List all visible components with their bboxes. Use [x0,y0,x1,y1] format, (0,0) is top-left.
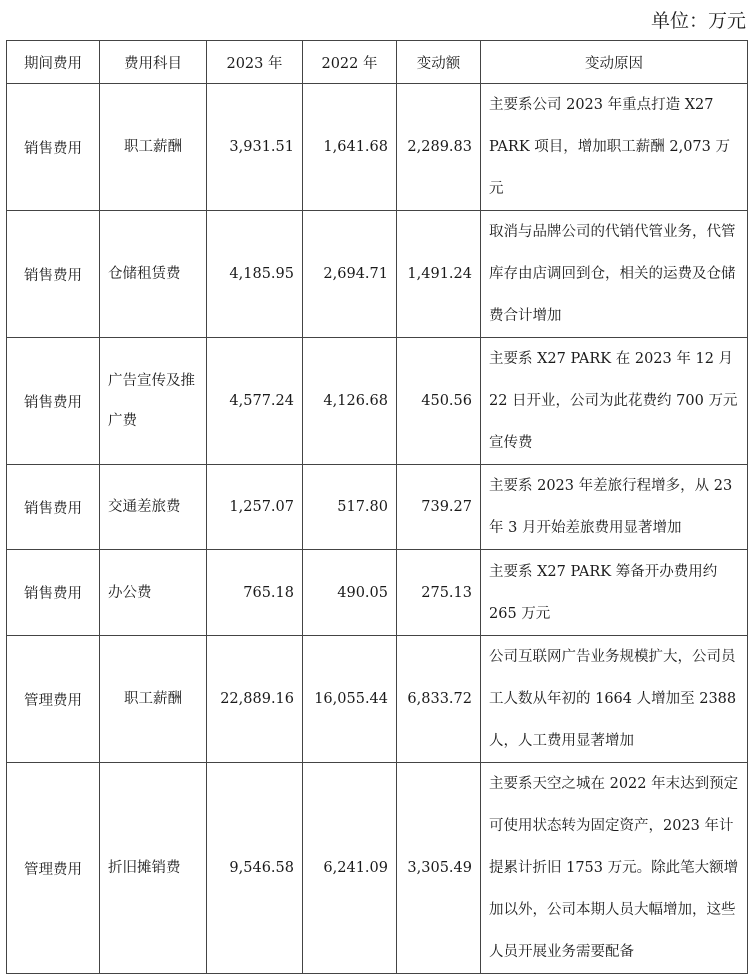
change-cell: 739.27 [397,465,481,550]
unit-label: 单位：万元 [650,10,746,32]
category-cell: 销售费用 [7,211,100,338]
subject-cell: 交通差旅费 [100,465,207,550]
reason-cell: 主要系 2023 年差旅行程增多，从 23 年 3 月开始差旅费用显著增加 [481,465,748,550]
header-expense-subject: 费用科目 [100,41,207,84]
category-cell: 销售费用 [7,84,100,211]
subject-cell: 折旧摊销费 [100,763,207,974]
category-cell: 销售费用 [7,338,100,465]
table-row [7,636,748,763]
category-cell: 销售费用 [7,465,100,550]
value-2022-cell: 6,241.09 [303,763,397,974]
change-cell: 3,305.49 [397,763,481,974]
header-change-amount: 变动额 [397,41,481,84]
value-2022-cell: 517.80 [303,465,397,550]
category-cell: 销售费用 [7,550,100,636]
value-2023-cell: 4,577.24 [207,338,303,465]
table-row [7,550,748,636]
value-2023-cell: 765.18 [207,550,303,636]
reason-cell: 主要系 X27 PARK 筹备开办费用约 265 万元 [481,550,748,636]
reason-cell: 主要系 X27 PARK 在 2023 年 12 月 22 日开业，公司为此花费约 700 万元宣传费 [481,338,748,465]
value-2023-cell: 3,931.51 [207,84,303,211]
table-row [7,84,748,211]
subject-cell: 仓储租赁费 [100,211,207,338]
reason-cell: 取消与品牌公司的代销代管业务，代管库存由店调回到仓，相关的运费及仓储费合计增加 [481,211,748,338]
change-cell: 450.56 [397,338,481,465]
reason-cell: 主要系天空之城在 2022 年末达到预定可使用状态转为固定资产，2023 年计提累计折旧 1753 万元。除此笔大额增加以外，公司本期人员大幅增加，这些人员开展业务需要配备 [481,763,748,974]
value-2023-cell: 22,889.16 [207,636,303,763]
table-header-row [7,41,748,84]
value-2022-cell: 490.05 [303,550,397,636]
value-2023-cell: 4,185.95 [207,211,303,338]
category-cell: 管理费用 [7,636,100,763]
expense-table [6,40,748,974]
category-cell: 管理费用 [7,763,100,974]
value-2022-cell: 1,641.68 [303,84,397,211]
change-cell: 275.13 [397,550,481,636]
header-change-reason: 变动原因 [481,41,748,84]
table-row [7,211,748,338]
table-row [7,763,748,974]
change-cell: 1,491.24 [397,211,481,338]
reason-cell: 公司互联网广告业务规模扩大，公司员工人数从年初的 1664 人增加至 2388 人，人工费用显著增加 [481,636,748,763]
change-cell: 6,833.72 [397,636,481,763]
value-2023-cell: 9,546.58 [207,763,303,974]
subject-cell: 广告宣传及推广费 [100,338,207,465]
subject-cell: 办公费 [100,550,207,636]
value-2022-cell: 4,126.68 [303,338,397,465]
subject-cell: 职工薪酬 [100,636,207,763]
reason-cell: 主要系公司 2023 年重点打造 X27 PARK 项目，增加职工薪酬 2,073 万元 [481,84,748,211]
value-2022-cell: 2,694.71 [303,211,397,338]
header-year-2022: 2022 年 [303,41,397,84]
value-2023-cell: 1,257.07 [207,465,303,550]
change-cell: 2,289.83 [397,84,481,211]
value-2022-cell: 16,055.44 [303,636,397,763]
table-row [7,338,748,465]
header-year-2023: 2023 年 [207,41,303,84]
subject-cell: 职工薪酬 [100,84,207,211]
header-period-expense: 期间费用 [7,41,100,84]
table-row [7,465,748,550]
